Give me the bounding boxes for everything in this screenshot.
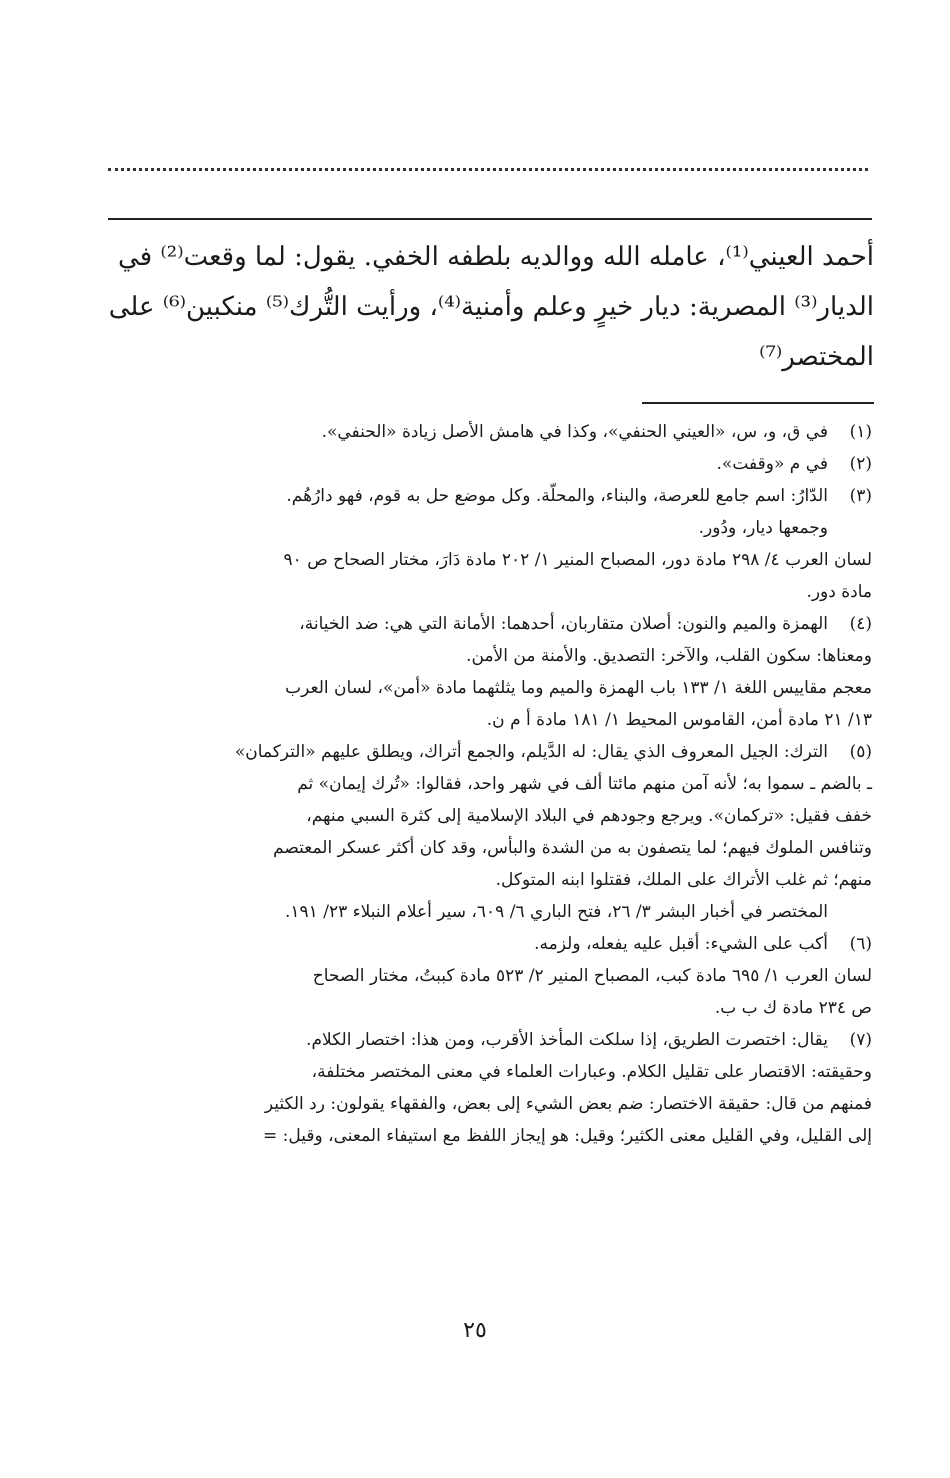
footnote-body — [100, 928, 828, 960]
footnote-line: أكب على الشيء: أقبل عليه يفعله، ولزمه. — [534, 934, 828, 954]
footnote-1 — [100, 416, 872, 448]
footnote-5 — [100, 736, 872, 768]
footnote-reference: مادة دور. — [806, 582, 872, 602]
footnote-line: فمنهم من قال: حقيقة الاختصار: ضم بعض الشيء إلى بعض، والفقهاء يقولون: رد الكثير — [264, 1094, 872, 1114]
footnote-line: الدّارُ: اسم جامع للعرصة، والبناء، والمحلّة. وكل موضع حل به قوم، فهو دارُهُم. — [286, 486, 828, 506]
page-number: ٢٥ — [463, 1318, 487, 1343]
footnote-body — [100, 1024, 828, 1056]
footnote-body — [100, 608, 828, 640]
footnote-line: في م «وقفت». — [716, 454, 828, 474]
footnote-reference: ص ٢٣٤ مادة ك ب ب. — [714, 998, 872, 1018]
footnote-rule — [642, 402, 874, 404]
footnote-line: وحقيقته: الاقتصار على تقليل الكلام. وعبارات العلماء في معنى المختصر مختلفة، — [311, 1062, 872, 1082]
top-rule — [108, 218, 872, 220]
footnote-number: (٥) — [849, 742, 872, 762]
footnote-7 — [100, 1024, 872, 1056]
footnote-line: إلى القليل، وفي القليل معنى الكثير؛ وقيل: هو إيجاز اللفظ مع استيفاء المعنى، وقيل: = — [262, 1126, 872, 1146]
footnote-number: (٤) — [849, 614, 872, 634]
footnote-number: (٣) — [849, 486, 872, 506]
footnote-line: الترك: الجيل المعروف الذي يقال: له الدَّيلم، والجمع أتراك، ويطلق عليهم «التركمان» — [234, 742, 828, 762]
main-text-line: الديار⁽³⁾ المصرية: ديار خيرٍ وعلم وأمنية⁽⁴⁾، ورأيت التُّرك⁽⁵⁾ منكبين⁽⁶⁾ على — [108, 292, 874, 322]
footnote-line: منهم؛ ثم غلب الأتراك على الملك، فقتلوا ابنه المتوكل. — [495, 870, 872, 890]
footnote-line: وتنافس الملوك فيهم؛ لما يتصفون به من الشدة والبأس، وقد كان أكثر عسكر المعتصم — [273, 838, 872, 858]
footnote-reference: معجم مقاييس اللغة ١/ ١٣٣ باب الهمزة والميم وما يثلثهما مادة «أمن»، لسان العرب — [285, 678, 872, 698]
footnote-number: (٧) — [849, 1030, 872, 1050]
footnote-5-reference — [100, 896, 872, 928]
footnote-line: ومعناها: سكون القلب، والآخر: التصديق. والأمنة من الأمن. — [466, 646, 872, 666]
footnote-line: خفف فقيل: «تركمان». ويرجع وجودهم في البلاد الإسلامية إلى كثرة السبي منهم، — [306, 806, 872, 826]
footnote-line: وجمعها ديار، ودُور. — [698, 518, 828, 538]
footnote-4 — [100, 608, 872, 640]
main-text — [106, 232, 874, 382]
footnote-line: يقال: اختصرت الطريق، إذا سلكت المأخذ الأقرب، ومن هذا: اختصار الكلام. — [306, 1030, 828, 1050]
footnote-line: ـ بالضم ـ سموا به؛ لأنه آمن منهم مائتا ألف في شهر واحد، فقالوا: «تُرك إيمان» ثم — [297, 774, 872, 794]
footnote-reference: المختصر في أخبار البشر ٣/ ٢٦، فتح الباري ٦/ ٦٠٩، سير أعلام النبلاء ٢٣/ ١٩١. — [284, 902, 828, 922]
footnote-body — [100, 448, 828, 480]
footnote-number: (٦) — [849, 934, 872, 954]
footnote-6 — [100, 928, 872, 960]
footnote-body — [100, 480, 828, 544]
footnote-body — [100, 416, 828, 448]
footnote-number: (٢) — [849, 454, 872, 474]
main-text-line: أحمد العيني⁽¹⁾، عامله الله ووالديه بلطفه الخفي. يقول: لما وقعت⁽²⁾ في — [118, 242, 874, 272]
footnote-reference: ١٣/ ٢١ مادة أمن، القاموس المحيط ١/ ١٨١ مادة أ م ن. — [486, 710, 872, 730]
footnote-line: في ق، و، س، «العيني الحنفي»، وكذا في هامش الأصل زيادة «الحنفي». — [321, 422, 828, 442]
ellipsis-separator — [108, 168, 868, 177]
footnote-number: (١) — [849, 422, 872, 442]
footnote-body — [100, 736, 828, 768]
footnote-line: الهمزة والميم والنون: أصلان متقاربان، أحدهما: الأمانة التي هي: ضد الخيانة، — [299, 614, 828, 634]
footnote-reference: لسان العرب ١/ ٦٩٥ مادة كبب، المصباح المنير ٢/ ٥٢٣ مادة كببتُ، مختار الصحاح — [312, 966, 872, 986]
footnotes — [100, 416, 872, 1152]
footnote-3 — [100, 480, 872, 544]
main-text-line: المختصر⁽⁷⁾ — [759, 342, 874, 372]
footnote-2 — [100, 448, 872, 480]
footnote-reference: لسان العرب ٤/ ٢٩٨ مادة دور، المصباح المنير ١/ ٢٠٢ مادة دَارَ، مختار الصحاح ص ٩٠ — [283, 550, 872, 570]
